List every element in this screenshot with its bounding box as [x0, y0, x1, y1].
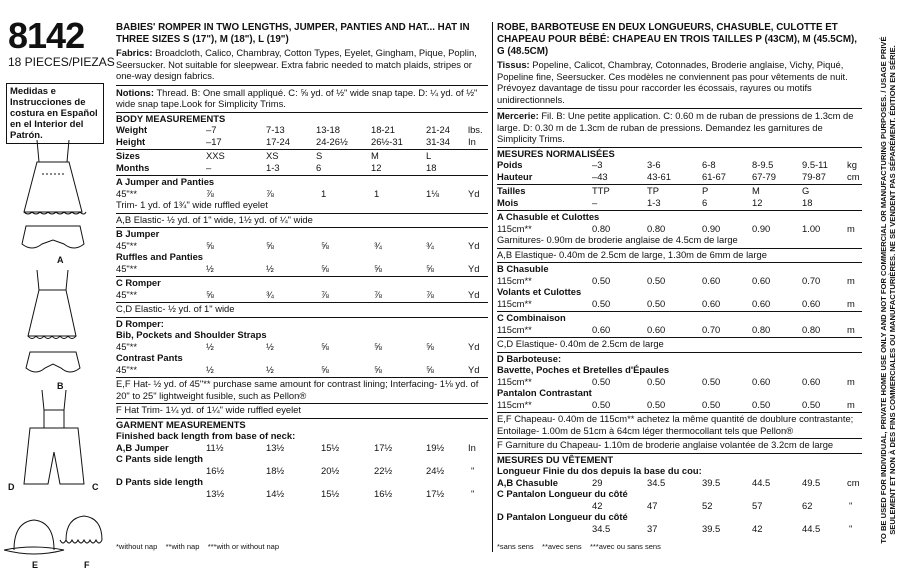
fr-view-a-title: A Chasuble et Culottes	[497, 211, 600, 222]
fr-view-c-yardage: 115cm** 0.60 0.60 0.70 0.80 0.80 m	[497, 323, 855, 335]
pattern-number: 8142	[8, 15, 85, 56]
fr-ab-elastic-note: A,B Elastique- 0.40m de 2.5cm de large, 1.30m de 6mm de large	[497, 248, 767, 260]
french-footnote: *sans sens **avec sens ***avec ou sans sens	[497, 542, 661, 551]
f-hat-trim-note: F Hat Trim- 1¼ yd. of 1¼" wide ruffled eyelet	[116, 404, 302, 415]
fr-view-d-yardage: 115cm** 0.50 0.50 0.50 0.60 0.60 m	[497, 375, 855, 387]
figure-b-panties	[26, 352, 80, 372]
months-row: Months – 1-3 6 12 18	[116, 161, 437, 173]
view-c-title: C Romper	[116, 277, 161, 288]
mesures-vetement-heading: MESURES DU VÊTEMENT	[497, 453, 614, 465]
ab-chasuble-row: A,B Chasuble 29 34.5 39.5 44.5 49.5 cm	[497, 476, 860, 488]
view-b-yardage: 45"** ⅝ ⅝ ⅝ ¾ ¾ Yd	[116, 239, 480, 251]
view-a-title: A Jumper and Panties	[116, 176, 215, 187]
view-d-title: D Romper:	[116, 317, 164, 329]
fr-view-a-yardage: 115cm** 0.80 0.80 0.90 0.90 1.00 m	[497, 222, 855, 234]
view-d2-title: Contrast Pants	[116, 352, 183, 363]
figure-cd-romper	[24, 390, 84, 484]
fr-f-garniture-note: F Garniture du Chapeau- 1.10m de broderie anglaise volantée de 3.2cm de large	[497, 439, 834, 450]
c-pants-row: 16½ 18½ 20½ 22½ 24½ "	[206, 464, 475, 476]
fr-ef-chapeau-note: E,F Chapeau- 0.40m de 115cm** achetez la même quantité de doublure contrastante; Entoilage- 1.00m de 51cm à 64cm léger thermocollant tels que Pellon®	[497, 413, 854, 436]
ab-jumper-row: A,B Jumper 11½ 13½ 15½ 17½ 19½ In	[116, 441, 476, 453]
view-d2-yardage: 45"** ½ ½ ⅝ ⅝ ⅝ Yd	[116, 363, 480, 375]
figure-label-c: C	[92, 482, 99, 492]
d-pants-row: 13½ 14½ 15½ 16½ 17½ "	[206, 487, 475, 499]
cd-elastic-note: C,D Elastic- ½ yd. of 1" wide	[116, 303, 235, 314]
fr-view-d-subtitle: Bavette, Poches et Bretelles d'Épaules	[497, 364, 670, 375]
c-pants-label: C Pants side length	[116, 453, 203, 464]
fr-view-b2-title: Volants et Culottes	[497, 286, 582, 297]
french-title: ROBE, BARBOTEUSE EN DEUX LONGUEURS, CHASUBLE, CULOTTE ET CHAPEAU POUR BÉBÉ: CHAPEAU EN TROIS TAILLES P (43CM), M (45.5CM), G (48.5CM)	[497, 22, 857, 57]
fr-view-d2-title: Pantalon Contrastant	[497, 387, 592, 398]
view-b2-yardage: 45"** ½ ½ ⅝ ⅝ ⅝ Yd	[116, 262, 480, 274]
english-footnote: *without nap **with nap ***with or without nap	[116, 542, 280, 551]
view-b2-title: Ruffles and Panties	[116, 251, 203, 262]
hauteur-row: Hauteur –43 43-61 61-67 67-79 79-87 cm	[497, 170, 860, 182]
fr-d-pantalon-row: 34.5 37 39.5 42 44.5 "	[592, 522, 853, 534]
usage-notice	[868, 10, 908, 570]
poids-row: Poids –3 3-6 6-8 8-9.5 9.5-11 kg	[497, 159, 857, 170]
figure-illustrations	[4, 140, 110, 570]
sizes-row: Sizes XXS XS S M L	[116, 150, 432, 161]
notions: Notions: Thread. B: One small appliqué. C: ⅝ yd. of ½" wide snap tape. D: ¼ yd. of ½" wide snap tape.Look for Simplicity Trims.	[116, 86, 478, 109]
view-a-yardage: 45"** ⅞ ⅞ 1 1 1⅛ Yd	[116, 187, 480, 199]
fr-cd-elastic-note: C,D Elastique- 0.40m de 2.5cm de large	[497, 338, 664, 349]
fr-view-d2-yardage: 115cm** 0.50 0.50 0.50 0.50 0.50 m	[497, 398, 855, 410]
figure-label-e: E	[32, 560, 39, 570]
mercerie: Mercerie: Fil. B: Une petite application. C: 0.60 m de ruban de pressions de 1.3cm de large. D: 0.30 m de 1.3cm de ruban de pressions. Demandez les garnitures de Simplicity Trims.	[497, 110, 854, 144]
fr-c-pantalon-row: 42 47 52 57 62 "	[592, 499, 853, 511]
fr-view-c-title: C Combinaison	[497, 312, 566, 323]
figure-label-d: D	[8, 482, 15, 492]
height-row: Height –17 17-24 24-26½ 26½-31 31-34 In	[116, 135, 476, 147]
figure-label-f: F	[84, 560, 90, 570]
figure-label-b: B	[57, 381, 64, 391]
trim-note: Trim- 1 yd. of 1¾" wide ruffled eyelet	[116, 199, 268, 210]
d-pants-label: D Pants side length	[116, 476, 203, 487]
mois-row: Mois – 1-3 6 12 18	[497, 196, 813, 208]
garnitures-note: Garnitures- 0.90m de broderie anglaise de 4.5cm de large	[497, 234, 738, 245]
piece-count: 18 PIECES/PIEZAS	[8, 55, 115, 69]
mesures-heading: MESURES NORMALISÉES	[497, 147, 615, 159]
figure-e-hat	[4, 520, 64, 554]
english-title: BABIES' ROMPER IN TWO LENGTHS, JUMPER, PANTIES AND HAT... HAT IN THREE SIZES S (17"), M (18"), L (19")	[116, 22, 470, 45]
figure-f-hat	[60, 516, 102, 543]
fr-c-pantalon-label: C Pantalon Longueur du côté	[497, 488, 628, 499]
tissus: Tissus: Popeline, Calicot, Chambray, Cotonnades, Broderie anglaise, Vichy, Piqué, Popeline fine, Seersucker. Ces modèles ne conviennent pas pour vêtements de nuit. Prévoyez davantage de tissu pour raccorder les écossais, rayures ou motifs unidirectionnels.	[497, 59, 848, 105]
column-divider	[492, 22, 493, 552]
french-column	[497, 22, 862, 534]
longueur-label: Longueur Finie du dos depuis la base du cou:	[497, 465, 702, 476]
fr-d-pantalon-label: D Pantalon Longueur du côté	[497, 511, 628, 522]
usage-notice-text: TO BE USED FOR INDIVIDUAL, PRIVATE HOME USE ONLY AND NOT FOR COMMERCIAL OR MANUFACTURING PURPOSES. / USAGE PRIVÉ SEULEMENT ET NON À DES FINS COMMERCIALES OU MANUFACTURIÈRES. NE SE VENDENT PAS SÉPARÉMENT. ÉDITION EN SÉRIE.	[879, 36, 897, 544]
view-b-title: B Jumper	[116, 228, 160, 239]
view-c-yardage: 45"** ⅝ ¾ ⅞ ⅞ ⅞ Yd	[116, 288, 480, 300]
view-d-yardage: 45"** ½ ½ ⅝ ⅝ ⅝ Yd	[116, 340, 480, 352]
view-d-subtitle: Bib, Pockets and Shoulder Straps	[116, 329, 267, 340]
figure-a-panties	[22, 226, 84, 248]
fabrics: Fabrics: Broadcloth, Calico, Chambray, Cotton Types, Eyelet, Gingham, Pique, Poplin, Seersucker. Not suitable for sleepwear. Extra fabric needed to match plaids, stripes or one-way design fabrics.	[116, 47, 477, 81]
english-column	[116, 22, 488, 499]
fr-view-b-yardage: 115cm** 0.50 0.50 0.60 0.60 0.70 m	[497, 274, 855, 286]
spanish-instructions-box: Medidas e Instrucciones de costura en Español en el Interior del Patrón.	[6, 83, 104, 144]
weight-row: Weight –7 7-13 13-18 18-21 21-24 lbs.	[116, 124, 483, 135]
ab-elastic-note: A,B Elastic- ½ yd. of 1" wide, 1½ yd. of ¼" wide	[116, 213, 313, 225]
figure-b-jumper	[28, 270, 76, 339]
fr-view-b-title: B Chasuble	[497, 263, 549, 274]
finished-length-label: Finished back length from base of neck:	[116, 430, 296, 441]
fr-view-b2-yardage: 115cm** 0.50 0.50 0.60 0.60 0.60 m	[497, 297, 855, 309]
fr-view-d-title: D Barboteuse:	[497, 352, 562, 364]
garment-measurements-heading: GARMENT MEASUREMENTS	[116, 418, 246, 430]
tailles-row: Tailles TTP TP P M G	[497, 185, 810, 196]
ef-hat-note: E,F Hat- ½ yd. of 45"** purchase same amount for contrast lining; Interfacing- 1⅛ yd. of 20" to 25" lightweight fusible, such as Pellon®	[116, 378, 479, 401]
body-measurements-heading: BODY MEASUREMENTS	[116, 112, 226, 124]
figure-a-jumper	[24, 140, 86, 214]
figure-label-a: A	[57, 255, 64, 265]
